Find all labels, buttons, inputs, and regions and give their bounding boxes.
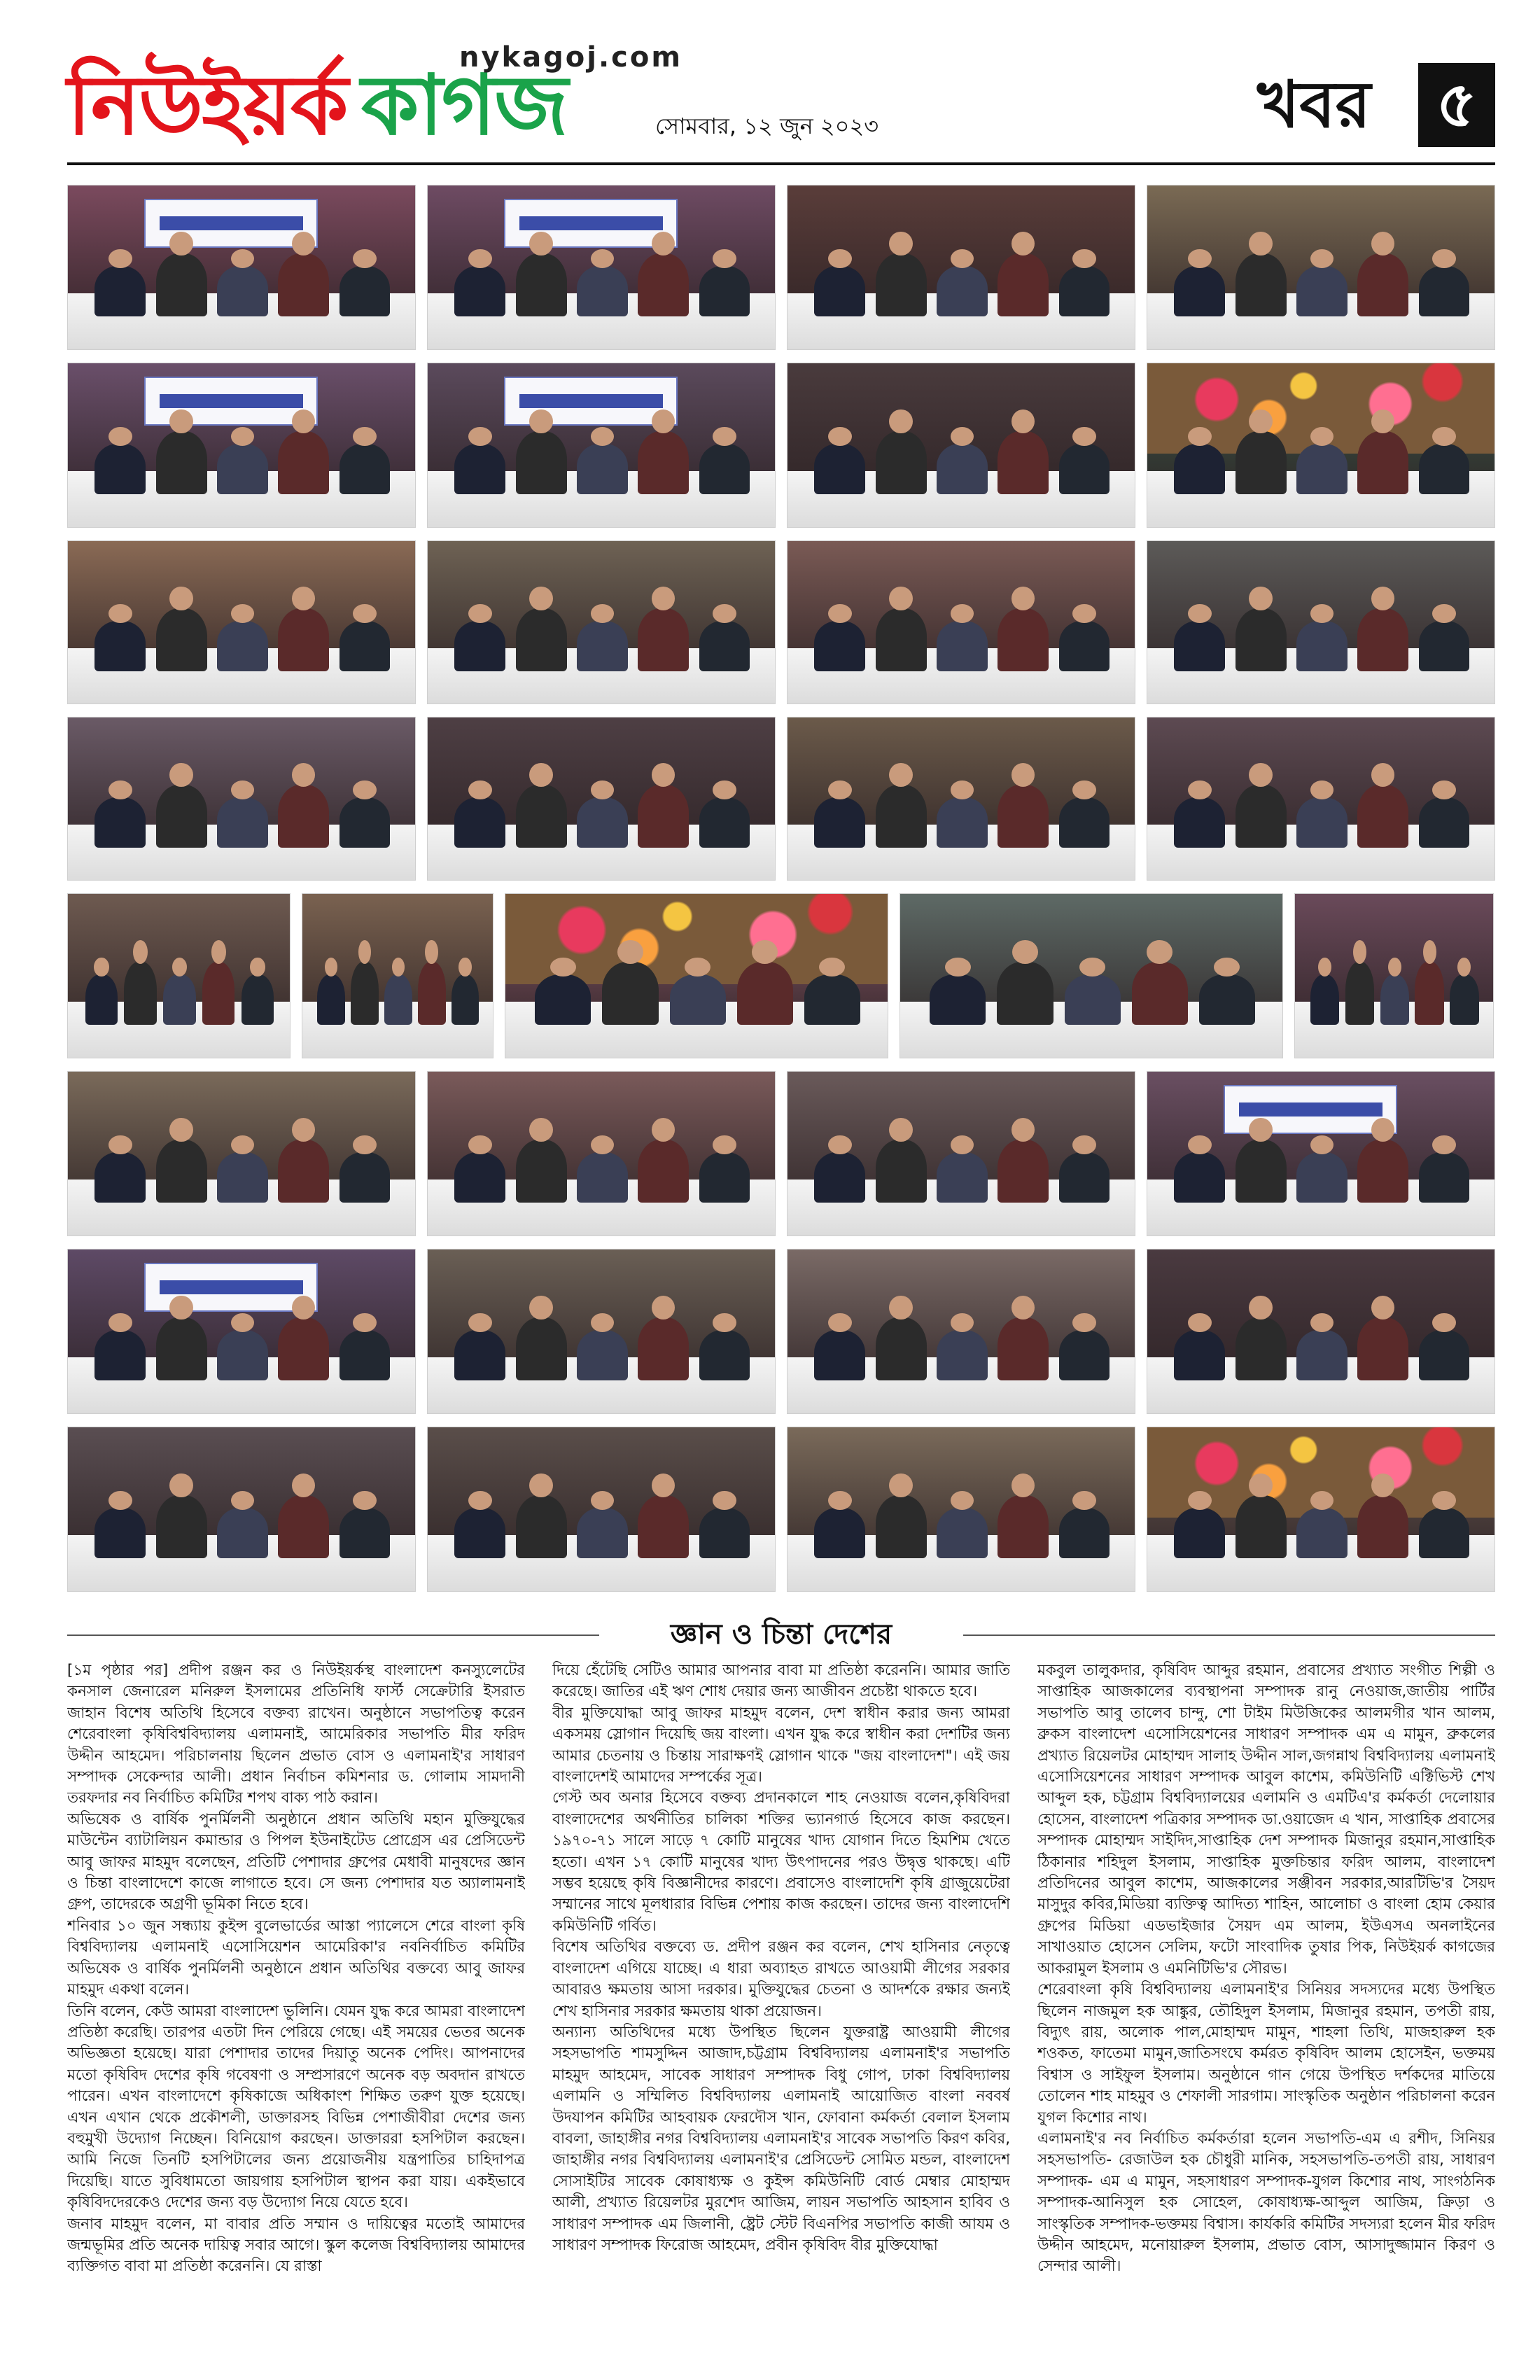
article-paragraph: জনাব মাহমুদ বলেন, মা বাবার প্রতি সম্মান ও দায়িত্বের মতোই আমাদের জন্মভূমির প্রতি অনেক দায়িত্ব সবার আগে। স্কুল কলেজ বিশ্ববিদ্যালয় আমাদের ব্যক্তিগত বাবা মা প্রতিষ্ঠা করেননি। যে রাস্তা [67,2215,525,2276]
article-column-2 [552,1660,1010,2332]
article-column-1 [67,1660,525,2332]
article-paragraph: [১ম পৃষ্ঠার পর] প্রদীপ রঞ্জন কর ও নিউইয়র্কস্থ বাংলাদেশ কনস্যুলেটের কনসাল জেনারেল মনিরুল ইসলামের প্রতিনিধি ফার্স্ট সেক্রেটারি ইসরাত জাহান বিশেষ অতিথি হিসেবে বক্তব্য রাখেন। অনুষ্ঠানে সভাপতিত্ব করেন শেরেবাংলা কৃষিবিশ্ববিদ্যালয় এলামনাই, আমেরিকার সভাপতি মীর ফরিদ উদ্দীন আহমেদ। পরিচালনায় ছিলেন প্রভাত বোস ও এলামনাই'র সাধারণ সম্পাদক সেকেন্দার আলী। প্রধান নির্বাচন কমিশনার ড. গোলাম সামদানী তরফদার নব নির্বাচিত কমিটির শপথ বাক্য পাঠ করান। [67,1662,525,1807]
article-paragraph: শেরেবাংলা কৃষি বিশ্ববিদ্যালয় এলামনাই'র সিনিয়র সদস্যদের মধ্যে উপস্থিত ছিলেন নাজমুল হক আঙ্কুর, তৌহিদুল ইসলাম, মিজানুর রহমান, তপতী রায়, বিদ্যুৎ রায়, অলোক পাল,মোহাম্মদ মামুন, শাহলা তিথি, মাজহারুল হক শওকত, ফাতেমা মামুন,জাতিসংঘে কর্মরত কৃষিবিদ আলম হোসেইন, ভক্তময় বিশ্বাস ও সাইফুল ইসলাম। অনুষ্ঠানে গান গেয়ে উপস্থিত দর্শকদের মাতিয়ে তোলেন শাহ মাহমুব ও শেফালী সারগাম। সাংস্কৃতিক অনুষ্ঠান পরিচালনা করেন যুগল কিশোর নাথ। [1037,1981,1495,2127]
article-paragraph: এলামনাই'র নব নির্বাচিত কর্মকর্তারা হলেন সভাপতি-এম এ রশীদ, সিনিয়র সহসভাপতি- রেজাউল হক চৌধুরী মানিক, সহসভাপতি-তপতী রায়, সাধারণ সম্পাদক- এম এ মামুন, সহসাধারণ সম্পাদক-যুগল কিশোর নাথ, সাংগঠনিক সম্পাদক-আনিসুল হক সোহেল, কোষাধ্যক্ষ-আব্দুল আজিম, ক্রিড়া ও সাংস্কৃতিক সম্পাদক-ভক্তময় বিশ্বাস। কার্যকরি কমিটির সদস্যরা হলেন মীর ফরিদ উদ্দীন আহমেদ, মনোয়ারুল ইসলাম, প্রভাত বোস, আসাদুজ্জামান কিরণ ও সেন্দার আলী। [1037,2129,1495,2276]
event-photo[interactable] [787,540,1135,704]
event-photo[interactable] [1147,540,1495,704]
event-photo[interactable] [505,893,888,1058]
event-photo[interactable] [787,717,1135,881]
event-photo[interactable] [427,1071,776,1236]
header-divider [67,162,1495,165]
event-photo[interactable] [1147,1427,1495,1592]
event-photo[interactable] [67,185,416,350]
event-photo[interactable] [427,1427,776,1592]
issue-date: সোমবার, ১২ জুন ২০২৩ [655,113,879,139]
event-photo[interactable] [1147,185,1495,350]
event-photo[interactable] [67,717,416,881]
event-photo[interactable] [899,893,1283,1058]
event-photo[interactable] [1147,1071,1495,1236]
event-photo[interactable] [1147,1249,1495,1414]
article-column-3 [1037,1660,1495,2332]
event-photo[interactable] [427,185,776,350]
event-photo[interactable] [427,363,776,528]
masthead [67,42,1495,161]
site-url[interactable]: nykagoj.com [459,41,683,74]
logo-text-red: নিউইয়র্ক [67,57,347,153]
logo-text-green: কাগজ [361,57,567,153]
event-photo[interactable] [67,363,416,528]
section-title: খবর [1257,67,1371,142]
event-photo[interactable] [427,540,776,704]
event-photo[interactable] [1147,717,1495,881]
article-paragraph: গেস্ট অব অনার হিসেবে বক্তব্য প্রদানকালে শাহ নেওয়াজ বলেন,কৃষিবিদরা বাংলাদেশের অর্থনীতির চালিকা শক্তির ভ্যানগার্ড হিসেবে কাজ করছেন। ১৯৭০-৭১ সালে সাড়ে ৭ কোটি মানুষের খাদ্য যোগান দিতে হিমশিম খেতে হতো। এখন ১৭ কোটি মানুষের খাদ্য উৎপাদনের পরও উদ্বৃত্ত থাকছে। এটি সম্ভব হয়েছে কৃষি বিজ্ঞানীদের কারণে। প্রবাসেও বাংলাদেশি কৃষি গ্রাজুয়েটেরা সম্মানের সাথে মূলধারার বিভিন্ন পেশায় কাজ করছেন। তাদের জন্য বাংলাদেশি কমিউনিটি গর্বিত। [552,1789,1010,1935]
event-photo[interactable] [787,185,1135,350]
article-body [67,1660,1495,2332]
event-photo[interactable] [1147,363,1495,528]
event-photo[interactable] [67,1071,416,1236]
event-photo[interactable] [67,1249,416,1414]
article-paragraph: দিয়ে হেঁটেছি সেটিও আমার আপনার বাবা মা প্রতিষ্ঠা করেননি। আমার জাতি করেছে। জাতির এই ঋণ শোধ দেয়ার জন্য আজীবন প্রচেষ্টা থাকতে হবে। [552,1662,1010,1701]
article-heading [67,1614,1495,1656]
event-photo[interactable] [427,717,776,881]
article-title: জ্ঞান ও চিন্তা দেশের [655,1618,907,1651]
event-photo[interactable] [787,1249,1135,1414]
article-paragraph: তিনি বলেন, কেউ আমরা বাংলাদেশ ভুলিনি। যেমন যুদ্ধ করে আমরা বাংলাদেশ প্রতিষ্ঠা করেছি। তারপর এতটা দিন পেরিয়ে গেছে। এই সময়ের ভেতর অনেক অভিজ্ঞতা হয়েছে। যারা পেশাদার তাদের দিয়াতু অনেক পেদিং। আপনাদের মতো কৃষিবিদ দেশের কৃষি গবেষণা ও সম্প্রসারণে অনেক বড় অবদান রাখতে পারেন। এখন বাংলাদেশে কৃষিকাজে অধিকাংশ শিক্ষিত তরুণ যুক্ত হয়েছে। এখন এখান থেকে প্রকৌশলী, ডাক্তারসহ বিভিন্ন পেশাজীবীরা দেশের জন্য বহুমুখী উদ্যোগ নিচ্ছেন। বিনিয়োগ করছেন। ডাক্তাররা হসপিটাল করছেন। আমি নিজে তিনটি হসপিটালের জন্য প্রয়োজনীয় যন্ত্রপাতির চাহিদাপত্র দিয়েছি। যাতে সুবিধামতো জায়গায় হসপিটাল স্থাপন করা যায়। একইভাবে কৃষিবিদদেরকেও দেশের জন্য বড় উদ্যোগ নিয়ে যেতে হবে। [67,2002,525,2212]
event-photo[interactable] [67,1427,416,1592]
event-photo[interactable] [787,1071,1135,1236]
article-paragraph: বিশেষ অতিথির বক্তব্যে ড. প্রদীপ রঞ্জন কর বলেন, শেখ হাসিনার নেতৃত্বে বাংলাদেশ এগিয়ে যাচ্ছে। এ ধারা অব্যাহত রাখতে আওয়ামী লীগের সরকার আবারও ক্ষমতায় আসা দরকার। মুক্তিযুদ্ধের চেতনা ও আদর্শকে রক্ষার জন্যই শেখ হাসিনার সরকার ক্ষমতায় থাকা প্রয়োজন। [552,1938,1010,2020]
article-paragraph: অন্যান্য অতিথিদের মধ্যে উপস্থিত ছিলেন যুক্তরাষ্ট্র আওয়ামী লীগের সহসভাপতি শামসুদ্দিন আজাদ,চট্টগ্রাম বিশ্ববিদ্যালয় এলামনাই'র সভাপতি মাহমুদ আহমেদ, সাবেক সাধারণ সম্পাদক বিধু গোপ, ঢাকা বিশ্ববিদ্যালয় এলামনি ও সম্মিলিত বিশ্ববিদ্যালয় এলামনাই আয়োজিত বাংলা নববর্ষ উদযাপন কমিটির আহবায়ক ফেরদৌস খান, ফোবানা কর্মকর্তা বেলাল ইসলাম বাবলা, জাহাঙ্গীর নগর বিশ্ববিদ্যালয় এলামনাই'র সাবেক সভাপতি কিরণ কবির, জাহাঙ্গীর নগর বিশ্ববিদ্যালয় এলামনাই'র প্রেসিডেন্ট সোমিত মন্ডল, বাংলাদেশ সোসাইটির সাবেক কোষাধ্যক্ষ ও কুইন্স কমিউনিটি বোর্ড মেম্বার মোহাম্মদ আলী, প্রখ্যাত রিয়েলটর মুরশেদ আজিম, লায়ন সভাপতি আহসান হাবিব ও সাধারণ সম্পাদক এম জিলানী, ষ্ট্রেট স্টেট বিএনপির সভাপতি কাজী আযম ও সাধারণ সম্পাদক ফিরোজ আহমেদ, প্রবীন কৃষিবিদ বীর মুক্তিযোদ্ধা [552,2023,1010,2254]
event-photo[interactable] [787,1427,1135,1592]
page-number-badge: ৫ [1418,63,1495,147]
event-photo[interactable] [1294,893,1494,1058]
article-paragraph: অভিষেক ও বার্ষিক পুনর্মিলনী অনুষ্ঠানে প্রধান অতিথি মহান মুক্তিযুদ্ধের মাউন্টেন ব্যাটালিয়ন কমান্ডার ও পিপল ইউনাইটেড প্রোগ্রেস এর প্রেসিডেন্ট আবু জাফর মাহমুদ বলেছেন, প্রতিটি পেশাদার গ্রুপের মেধাবী মানুষদের জ্ঞান ও চিন্তা বাংলাদেশে কাজে লাগাতে হবে। সে জন্য পেশাদার যত অ্যালামনাই গ্রুপ, তাদেরকে অগ্রণী ভূমিকা নিতে হবে। [67,1810,525,1914]
article-paragraph: বীর মুক্তিযোদ্ধা আবু জাফর মাহমুদ বলেন, দেশ স্বাধীন করার জন্য আমরা একসময় স্লোগান দিয়েছি জয় বাংলা। এখন যুদ্ধ করে স্বাধীন করা দেশটির জন্য আমার চেতনায় ও চিন্তায় সারাক্ষণই স্লোগান থাকে "জয় বাংলাদেশ"। এই জয় বাংলাদেশই আমাদের সম্পর্কের সূত্র। [552,1704,1010,1786]
event-photo[interactable] [427,1249,776,1414]
event-photo[interactable] [67,893,290,1058]
event-photo[interactable] [302,893,493,1058]
event-photo[interactable] [787,363,1135,528]
article-paragraph: শনিবার ১০ জুন সন্ধ্যায় কুইন্স বুলেভার্ডের আস্তা প্যালেসে শেরে বাংলা কৃষি বিশ্ববিদ্যালয় এলামনাই এসোসিয়েশন আমেরিকা'র নবনির্বাচিত কমিটির অভিষেক ও বার্ষিক পুনর্মিলনী অনুষ্ঠানে প্রধান অতিথির বক্তব্যে আবু জাফর মাহমুদ একথা বলেন। [67,1917,525,1999]
article-paragraph: মকবুল তালুকদার, কৃষিবিদ আব্দুর রহমান, প্রবাসের প্রখ্যাত সংগীত শিল্পী ও সাপ্তাহিক আজকালের ব্যবস্থাপনা সম্পাদক রানু নেওয়াজ,জাতীয় পার্টির সভাপতি আবু তালেব চান্দু, শো টাইম মিউজিকের আলমগীর খান আলম, ব্রুকস বাংলাদেশ এসোসিয়েশনের সাধারণ সম্পাদক এম এ মামুন, ব্রুকলের প্রখ্যাত রিয়েলটর মোহাম্মদ সালাহ উদ্দীন সাল,জগন্নাথ বিশ্ববিদ্যালয় এলামনাই এসোসিয়েশনের সাধারণ সম্পাদক আবুল কাশেম, কমিউনিটি এক্টিভিস্ট শেখ আব্দুল হক, চট্টগ্রাম বিশ্ববিদ্যালয়ের এলামনি ও এমটিএ'র কর্মকর্তা দেলোয়ার হোসেন, বাংলাদেশ পত্রিকার সম্পাদক ডা.ওয়াজেদ এ খান, সাপ্তাহিক প্রবাসের সম্পাদক মোহাম্মদ সাইদিদ,সাপ্তাহিক দেশ সম্পাদক মিজানুর রহমান,সাপ্তাহিক ঠিকানার শহিদুল ইসলাম, সাপ্তাহিক মুক্তচিন্তার ফরিদ আলম, বাংলাদেশ প্রতিদিনের আবুল কাশেম, আজকালের সঞ্জীবন সরকার,আরটিভি'র সৈয়দ মাসুদুর কবির,মিডিয়া ব্যক্তিত্ব আদিত্য শাহিন, আলোচা ও বাংলা হোম কেয়ার গ্রুপের মিডিয়া এডভাইজার সৈয়দ এম আলম, ইউএসএ অনলাইনের সাখাওয়াত হোসেন সেলিম, ফটো সাংবাদিক তুষার পিক, নিউইয়র্ক কাগজের আকরামুল ইসলাম ও এমনিটিভি'র সৌরভ। [1037,1662,1495,1977]
event-photo[interactable] [67,540,416,704]
